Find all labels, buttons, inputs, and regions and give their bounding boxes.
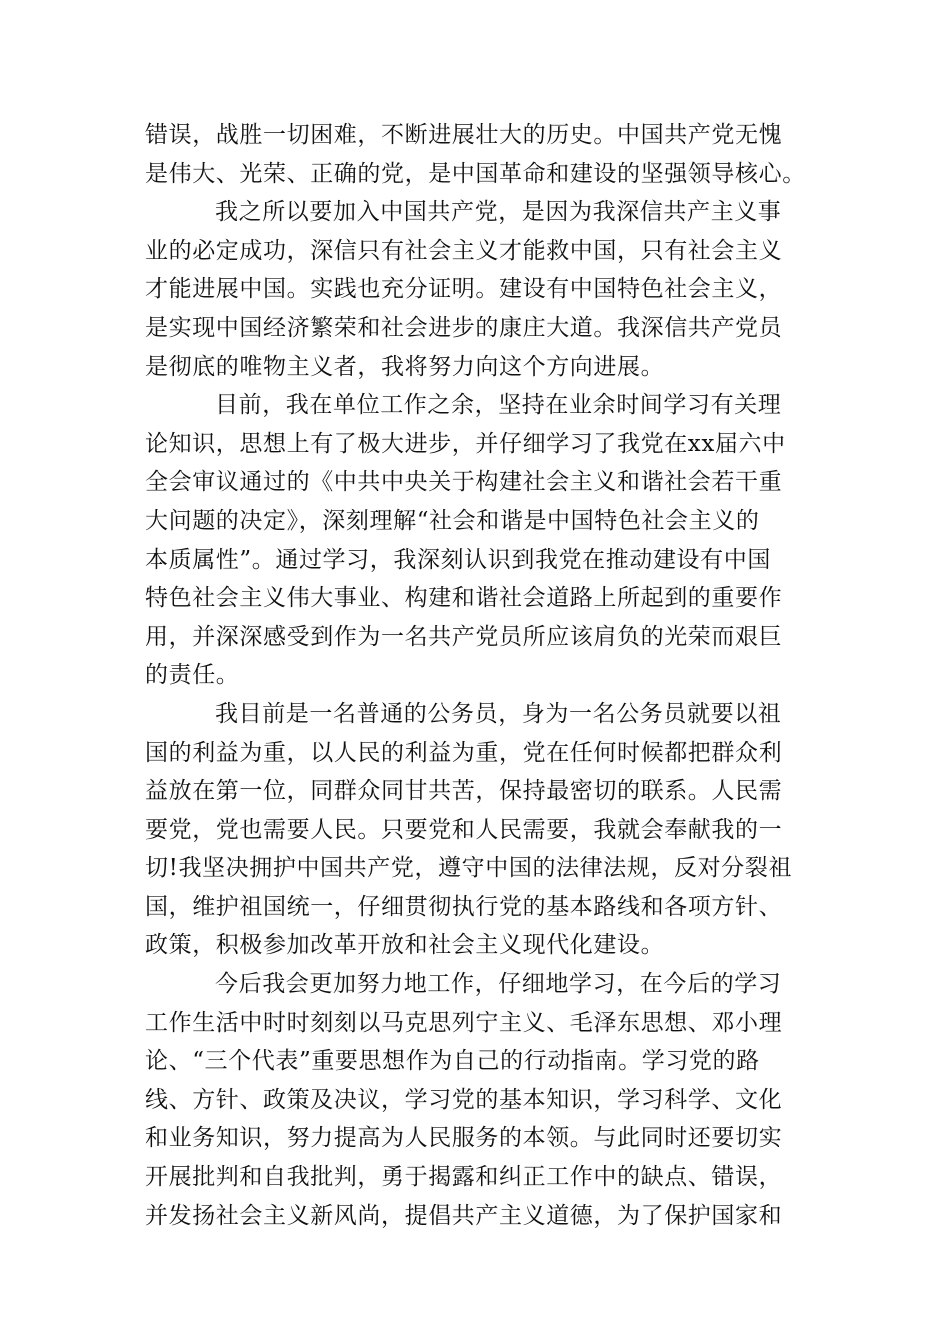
text-line: 并发扬社会主义新风尚，提倡共产主义道德，为了保护国家和 [145,1202,783,1229]
text-line: 和业务知识，努力提高为人民服务的本领。与此同时还要切实 [145,1125,783,1152]
text-line: 是伟大、光荣、正确的党，是中国革命和建设的坚强领导核心。 [145,160,806,187]
document-body [145,116,809,1235]
paragraph-first-line: 我目前是一名普通的公务员，身为一名公务员就要以祖 [215,700,782,727]
text-line: 才能进展中国。实践也充分证明。建设有中国特色社会主义， [145,276,783,303]
text-line: 大问题的决定》，深刻理解“社会和谐是中国特色社会主义的 [145,507,760,534]
text-line: 政策，积极参加改革开放和社会主义现代化建设。 [145,932,665,959]
text-line: 的责任。 [145,662,240,689]
text-line: 益放在第一位，同群众同甘共苦，保持最密切的联系。人民需 [145,778,783,805]
paragraph-first-line: 今后我会更加努力地工作，仔细地学习，在今后的学习 [215,971,782,998]
text-line: 全会审议通过的《中共中央关于构建社会主义和谐社会若干重 [145,469,783,496]
text-line: 国，维护祖国统一，仔细贯彻执行党的基本路线和各项方针、 [145,893,783,920]
text-line: 工作生活中时时刻刻以马克思列宁主义、毛泽东思想、邓小理 [145,1009,783,1036]
paragraph-first-line: 目前，我在单位工作之余，坚持在业余时间学习有关理 [215,392,782,419]
text-line: 是彻底的唯物主义者，我将努力向这个方向进展。 [145,353,665,380]
text-line: 国的利益为重，以人民的利益为重，党在任何时候都把群众利 [145,739,783,766]
paragraph-first-line: 我之所以要加入中国共产党，是因为我深信共产主义事 [215,199,782,226]
text-line: 切!我坚决拥护中国共产党，遵守中国的法律法规，反对分裂祖 [145,855,793,882]
text-line: 开展批判和自我批判，勇于揭露和纠正工作中的缺点、错误， [145,1164,783,1191]
text-line: 错误，战胜一切困难，不断进展壮大的历史。中国共产党无愧 [145,122,783,148]
text-line: 是实现中国经济繁荣和社会进步的康庄大道。我深信共产党员 [145,314,783,341]
text-line: 线、方针、政策及决议，学习党的基本知识，学习科学、文化 [145,1086,783,1113]
text-line: 论知识，思想上有了极大进步，并仔细学习了我党在xx届六中 [145,430,786,457]
text-line: 特色社会主义伟大事业、构建和谐社会道路上所起到的重要作 [145,585,783,612]
text-line: 本质属性”。通过学习，我深刻认识到我党在推动建设有中国 [145,546,771,573]
text-line: 用，并深深感受到作为一名共产党员所应该肩负的光荣而艰巨 [145,623,783,650]
text-line: 论、“三个代表”重要思想作为自己的行动指南。学习党的路 [145,1048,760,1075]
text-line: 业的必定成功，深信只有社会主义才能救中国，只有社会主义 [145,237,783,264]
text-line: 要党，党也需要人民。只要党和人民需要，我就会奉献我的一 [145,816,783,843]
